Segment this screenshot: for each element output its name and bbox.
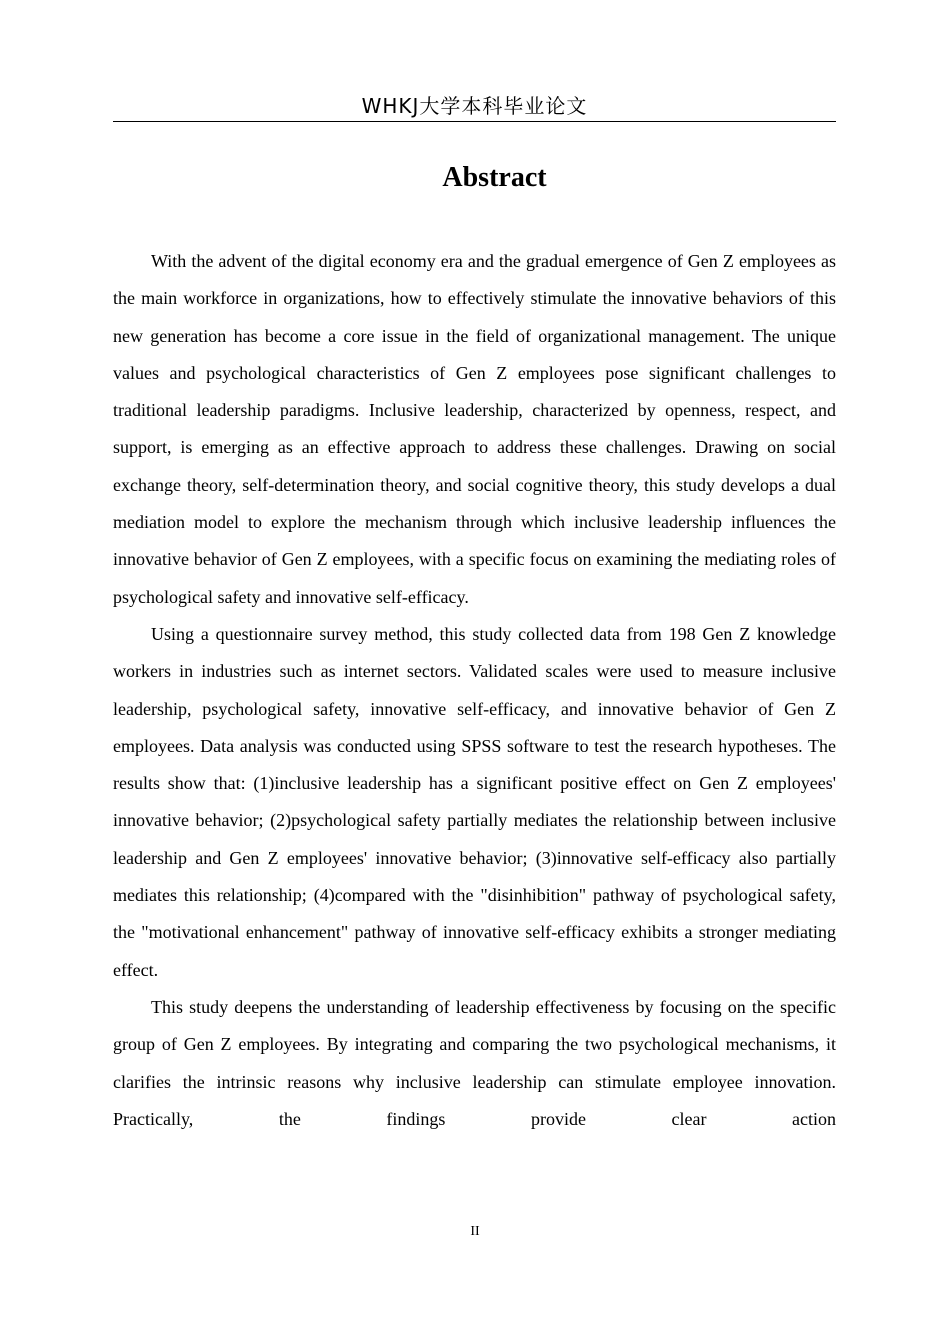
abstract-body — [113, 243, 836, 1138]
paragraph-1: With the advent of the digital economy era and the gradual emergence of Gen Z employees as the main workforce in organizations, how to effectively stimulate the innovative behaviors of this new generation has become a core issue in the field of organizational management. The unique values and psychological characteristics of Gen Z employees pose significant challenges to traditional leadership paradigms. Inclusive leadership, characterized by openness, respect, and support, is emerging as an effective approach to address these challenges. Drawing on social exchange theory, self-determination theory, and social cognitive theory, this study develops a dual mediation model to explore the mechanism through which inclusive leadership influences the innovative behavior of Gen Z employees, with a specific focus on examining the mediating roles of psychological safety and innovative self-efficacy. — [113, 251, 836, 607]
abstract-title: Abstract — [442, 162, 547, 193]
running-header: WHKJ大学本科毕业论文 — [113, 93, 836, 122]
paragraph-3: This study deepens the understanding of leadership effectiveness by focusing on the specific group of Gen Z employees. By integrating and comparing the two psychological mechanisms, it clarifies the intrinsic reasons why inclusive leadership can stimulate employee innovation. Practically, the findings provide clear action — [113, 996, 836, 1129]
page-number: II — [470, 1224, 480, 1239]
paragraph-2: Using a questionnaire survey method, this study collected data from 198 Gen Z knowledge workers in industries such as internet sectors. Validated scales were used to measure inclusive leadership, psychological safety, innovative self-efficacy, and innovative behavior of Gen Z employees. Data analysis was conducted using SPSS software to test the research hypotheses. The results show that: (1)inclusive leadership has a significant positive effect on Gen Z employees' innovative behavior; (2)psychological safety partially mediates the relationship between inclusive leadership and Gen Z employees' innovative behavior; (3)innovative self-efficacy also partially mediates this relationship; (4)compared with the "disinhibition" pathway of psychological safety, the "motivational enhancement" pathway of innovative self-efficacy exhibits a stronger mediating effect. — [113, 623, 836, 980]
